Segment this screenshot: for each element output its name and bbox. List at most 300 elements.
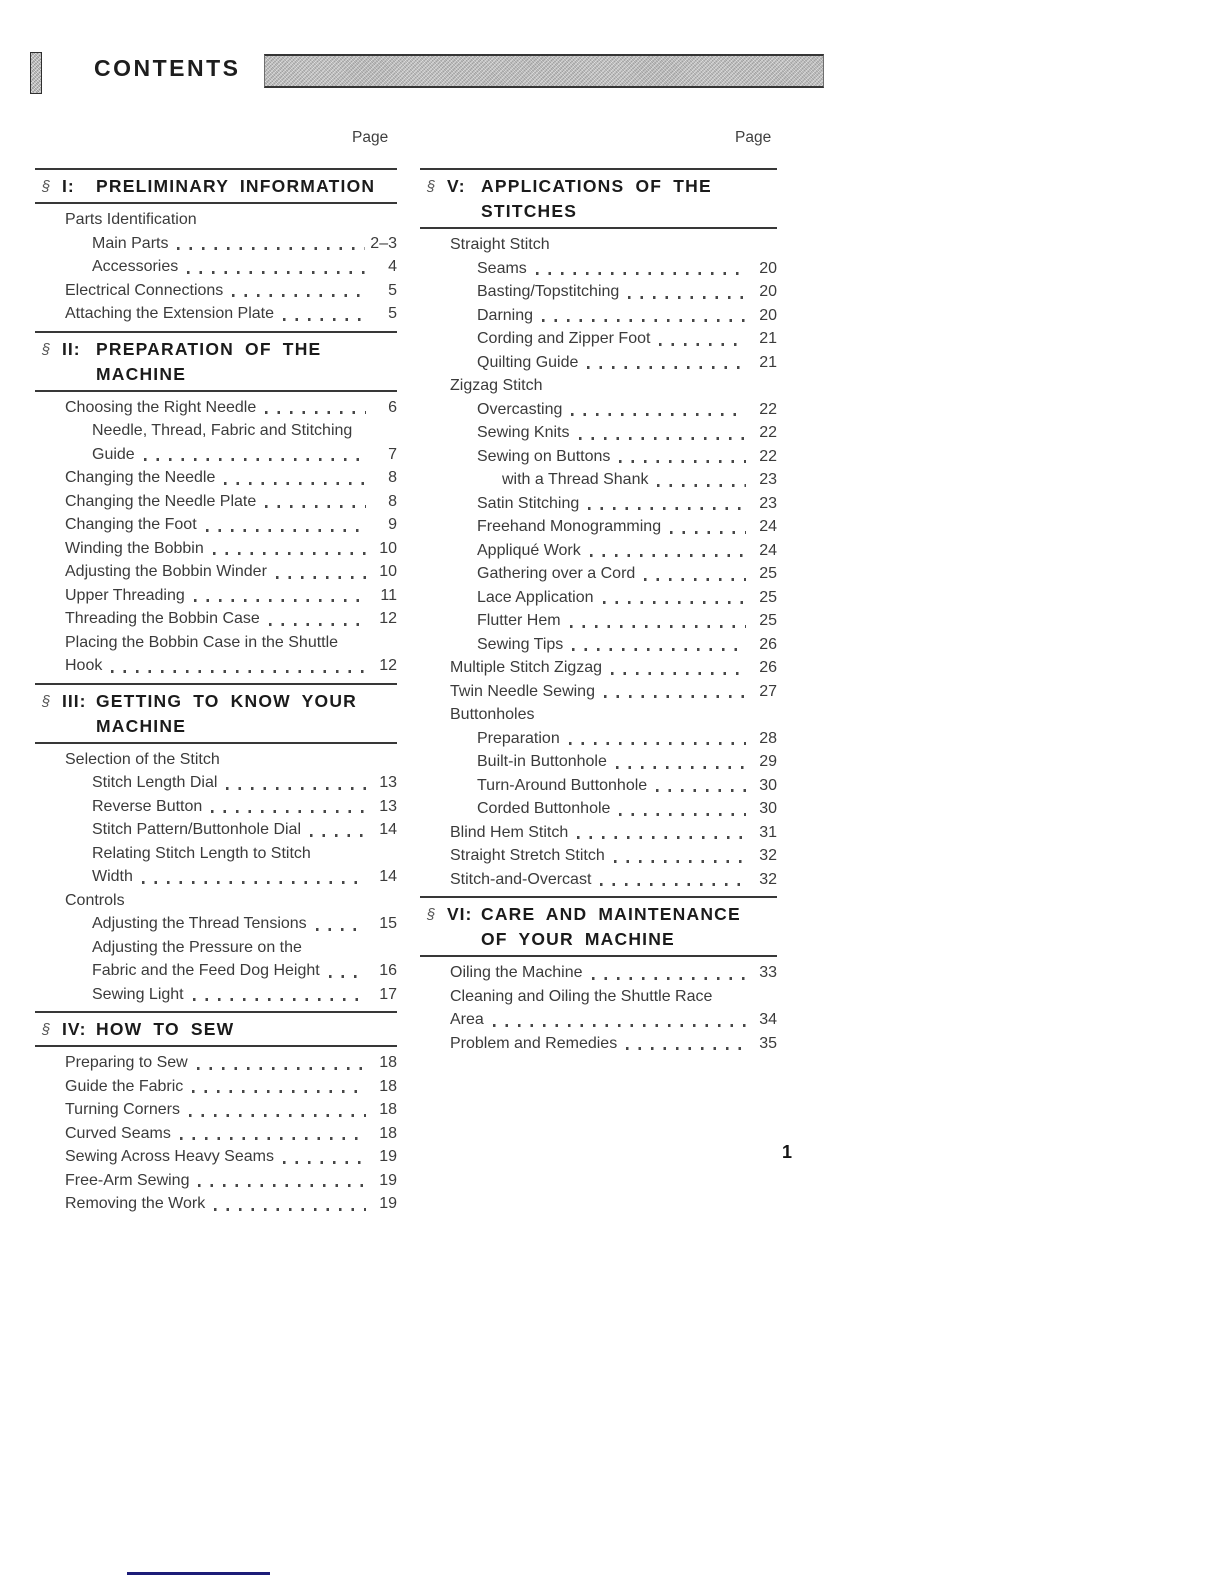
toc-section (35, 168, 397, 331)
toc-entry-page: 32 (759, 870, 777, 888)
toc-entry-page: 20 (759, 259, 777, 277)
header-decorative-bar (264, 54, 824, 88)
toc-entry-page: 34 (759, 1011, 777, 1028)
toc-entry-text: Twin Needle Sewing (450, 682, 595, 700)
section-number: II: (62, 338, 81, 359)
dot-leader (611, 672, 746, 675)
dot-leader (656, 789, 746, 792)
toc-entry-text: Darning (477, 306, 534, 324)
section-title-line: APPLICATIONS OF THE (481, 176, 712, 196)
dot-leader (180, 1137, 366, 1140)
toc-entry-text: Oiling the Machine (450, 964, 583, 981)
toc-entry-row (35, 1169, 397, 1193)
toc-entries (35, 1047, 397, 1221)
dot-leader (265, 411, 366, 414)
section-mark-icon: § (427, 178, 436, 195)
section-title-line: OF YOUR MACHINE (481, 929, 675, 949)
toc-entry-row (35, 396, 397, 420)
section-title-line: GETTING TO KNOW YOUR (96, 690, 357, 711)
toc-entry-text: Seams (477, 259, 527, 277)
section-title-line: MACHINE (96, 715, 187, 736)
toc-entry-row (420, 821, 777, 845)
toc-entry-text: Width (92, 868, 133, 885)
toc-entry-page: 12 (379, 657, 397, 674)
toc-entry-page: 13 (379, 797, 397, 815)
toc-entry-text: Sewing Knits (477, 424, 570, 441)
toc-entry-row (35, 466, 397, 490)
toc-entry-page: 15 (379, 915, 397, 932)
dot-leader (619, 460, 746, 463)
section-title (96, 174, 397, 199)
toc-entry-page: 26 (759, 659, 777, 676)
dot-leader (536, 272, 746, 275)
dot-leader (570, 625, 746, 628)
toc-entry-row (35, 537, 397, 561)
toc-entry-row (35, 607, 397, 631)
toc-entry-page: 6 (388, 398, 397, 416)
toc-entry-page: 17 (379, 985, 397, 1003)
dot-leader (206, 529, 366, 532)
toc-entry-row (420, 1008, 777, 1032)
toc-entry-page: 11 (380, 586, 397, 604)
toc-entry-text: Preparation (477, 729, 560, 747)
section-mark-icon: § (42, 340, 51, 358)
toc-entry-text: Turning Corners (65, 1101, 181, 1118)
toc-column-left (35, 168, 397, 1221)
toc-entry-page: 35 (759, 1034, 777, 1052)
toc-entry-text: Guide (92, 445, 135, 463)
dot-leader (142, 881, 366, 884)
toc-entries (35, 204, 397, 331)
left-margin-mark (30, 52, 42, 94)
toc-entries (35, 392, 397, 683)
toc-entry-page: 19 (379, 1195, 397, 1212)
toc-entry-text: Upper Threading (65, 586, 185, 604)
toc-entry-page: 20 (759, 283, 777, 300)
toc-entry-row (420, 421, 777, 445)
section-mark-icon: § (427, 906, 436, 923)
toc-entry-row (420, 233, 777, 257)
toc-entry-row (420, 257, 777, 281)
toc-entry-row (35, 983, 397, 1007)
toc-entry-text: Changing the Needle (65, 469, 216, 486)
toc-entry-page: 22 (759, 447, 777, 465)
dot-leader (616, 766, 746, 769)
section-title (481, 174, 777, 224)
dot-leader (226, 787, 366, 790)
section-title-line: STITCHES (481, 201, 578, 221)
toc-entry-page: 29 (759, 753, 777, 770)
toc-entry-row (35, 842, 397, 866)
toc-entry-text: Gathering over a Cord (477, 565, 636, 582)
toc-entry-text: Reverse Button (92, 797, 203, 815)
toc-entry-page: 9 (388, 516, 397, 533)
dot-leader (657, 484, 746, 487)
toc-entry-text: Relating Stitch Length to Stitch (92, 844, 311, 862)
section-title-line: PRELIMINARY INFORMATION (96, 176, 376, 196)
toc-entry-page: 25 (759, 588, 777, 606)
toc-entry-page: 18 (379, 1054, 397, 1071)
toc-entry-text: Stitch-and-Overcast (450, 870, 592, 888)
toc-entry-row (35, 1192, 397, 1216)
toc-entry-row (35, 912, 397, 936)
toc-entry-text: Attaching the Extension Plate (65, 305, 275, 322)
toc-entry-page: 18 (379, 1101, 397, 1118)
section-title (96, 1017, 397, 1042)
toc-entry-row (35, 771, 397, 795)
toc-section-header (35, 683, 397, 744)
toc-entry-row (420, 562, 777, 586)
dot-leader (587, 366, 746, 369)
section-title (96, 337, 397, 387)
toc-entry-page: 22 (759, 424, 777, 441)
toc-entry-row (35, 654, 397, 678)
dot-leader (193, 998, 366, 1001)
toc-entries (420, 229, 777, 896)
toc-entry-row (420, 398, 777, 422)
toc-entry-text: Changing the Needle Plate (65, 492, 257, 510)
section-number: IV: (62, 1019, 87, 1039)
dot-leader (659, 343, 746, 346)
toc-entry-row (420, 515, 777, 539)
toc-entry-row (35, 302, 397, 326)
dot-leader (224, 482, 366, 485)
toc-entry-text: Sewing on Buttons (477, 447, 611, 465)
toc-entry-text: Cleaning and Oiling the Shuttle Race (450, 987, 713, 1005)
toc-entry-row (35, 490, 397, 514)
toc-entry-row (420, 961, 777, 985)
page-number: 1 (782, 1142, 793, 1162)
dot-leader (211, 810, 366, 813)
dot-leader (276, 576, 366, 579)
toc-entry-row (420, 586, 777, 610)
section-title (96, 689, 397, 739)
dot-leader (603, 601, 746, 604)
dot-leader (198, 1184, 366, 1187)
dot-leader (316, 928, 366, 931)
toc-entry-text: Sewing Across Heavy Seams (65, 1148, 274, 1165)
toc-column-right (420, 168, 777, 1060)
toc-entry-row (35, 419, 397, 443)
toc-entry-page: 5 (388, 305, 397, 322)
section-mark-icon: § (42, 692, 51, 710)
toc-entry-text: Changing the Foot (65, 516, 197, 533)
dot-leader (628, 296, 746, 299)
dot-leader (572, 648, 746, 651)
toc-entry-page: 14 (379, 868, 397, 885)
toc-entry-text: Main Parts (92, 234, 169, 252)
toc-entry-page: 2–3 (370, 234, 397, 252)
section-title-line: HOW TO SEW (96, 1019, 235, 1039)
toc-entry-row (420, 492, 777, 516)
toc-entry-row (35, 1098, 397, 1122)
toc-entry-text: Flutter Hem (477, 612, 561, 629)
dot-leader (283, 1161, 366, 1164)
toc-entry-row (35, 513, 397, 537)
toc-entry-text: Stitch Length Dial (92, 774, 218, 791)
toc-entry-row (35, 584, 397, 608)
toc-entry-row (35, 936, 397, 960)
toc-entry-text: Hook (65, 657, 103, 674)
toc-entry-page: 16 (379, 962, 397, 979)
toc-entry-text: Turn-Around Buttonhole (477, 776, 648, 794)
toc-entry-text: Fabric and the Feed Dog Height (92, 962, 320, 979)
toc-entry-text: Cording and Zipper Foot (477, 330, 651, 347)
toc-entries (35, 744, 397, 1012)
toc-entry-text: Satin Stitching (477, 494, 580, 512)
toc-entry-page: 24 (759, 541, 777, 559)
toc-entry-text: Preparing to Sew (65, 1054, 188, 1071)
dot-leader (329, 975, 366, 978)
toc-entry-text: Built-in Buttonhole (477, 753, 607, 770)
dot-leader (571, 413, 746, 416)
toc-entry-text: Winding the Bobbin (65, 539, 204, 557)
toc-entry-row (35, 1122, 397, 1146)
toc-entry-page: 25 (759, 612, 777, 629)
toc-entry-page: 25 (759, 565, 777, 582)
section-number: V: (447, 176, 466, 196)
section-number: III: (62, 690, 87, 711)
toc-entry-row (420, 304, 777, 328)
dot-leader (111, 670, 366, 673)
toc-section (420, 896, 777, 1060)
toc-section (35, 331, 397, 683)
toc-entry-text: Multiple Stitch Zigzag (450, 659, 603, 676)
toc-entry-row (420, 1032, 777, 1056)
toc-entry-row (35, 795, 397, 819)
toc-entry-text: Adjusting the Pressure on the (92, 938, 302, 956)
section-number: I: (62, 176, 75, 196)
toc-entry-row (420, 727, 777, 751)
toc-entry-text: Blind Hem Stitch (450, 823, 569, 841)
dot-leader (614, 860, 746, 863)
page-label-left: Page (352, 129, 389, 146)
toc-entry-text: Accessories (92, 258, 179, 275)
toc-entry-text: Needle, Thread, Fabric and Stitching (92, 422, 353, 439)
toc-entry-row (35, 865, 397, 889)
toc-entry-row (420, 985, 777, 1009)
dot-leader (588, 507, 746, 510)
page-label-right: Page (735, 129, 772, 146)
dot-leader (626, 1047, 746, 1050)
dot-leader (144, 458, 366, 461)
dot-leader (189, 1114, 366, 1117)
toc-entry-row (35, 1051, 397, 1075)
toc-section-header (420, 896, 777, 957)
toc-entry-row (420, 844, 777, 868)
toc-entry-page: 19 (379, 1148, 397, 1165)
toc-entry-text: Quilting Guide (477, 353, 579, 371)
toc-entry-page: 23 (759, 471, 777, 488)
toc-entry-page: 12 (379, 610, 397, 627)
toc-entry-row (420, 351, 777, 375)
toc-entry-text: Curved Seams (65, 1124, 171, 1142)
toc-entry-row (420, 327, 777, 351)
dot-leader (577, 836, 746, 839)
dot-leader (187, 271, 366, 274)
toc-entry-page: 10 (379, 539, 397, 557)
toc-entry-text: Straight Stretch Stitch (450, 847, 605, 864)
toc-entry-page: 5 (388, 281, 397, 299)
toc-entry-text: Stitch Pattern/Buttonhole Dial (92, 821, 302, 838)
toc-entries (420, 957, 777, 1060)
dot-leader (644, 578, 746, 581)
section-mark-icon: § (42, 178, 51, 195)
toc-entry-text: Choosing the Right Needle (65, 398, 257, 416)
dot-leader (600, 883, 746, 886)
toc-entry-page: 30 (759, 776, 777, 794)
toc-entry-text: Parts Identification (65, 211, 197, 228)
section-mark-icon: § (42, 1021, 51, 1038)
dot-leader (670, 531, 746, 534)
toc-entry-row (35, 889, 397, 913)
toc-entry-page: 21 (759, 353, 777, 371)
dot-leader (192, 1090, 366, 1093)
toc-entry-row (420, 703, 777, 727)
toc-entry-text: Corded Buttonhole (477, 800, 611, 817)
toc-entry-text: Selection of the Stitch (65, 750, 220, 768)
toc-entry-text: Freehand Monogramming (477, 518, 662, 535)
toc-entry-page: 31 (759, 823, 777, 841)
toc-entry-text: Overcasting (477, 400, 563, 418)
toc-entry-row (420, 868, 777, 892)
section-title-line: PREPARATION OF THE (96, 338, 322, 359)
toc-section (420, 168, 777, 896)
toc-entry-text: Threading the Bobbin Case (65, 610, 260, 627)
toc-entry-text: Controls (65, 891, 125, 909)
toc-entry-row (35, 959, 397, 983)
toc-entry-text: Placing the Bobbin Case in the Shuttle (65, 633, 339, 651)
dot-leader (194, 599, 366, 602)
section-number: VI: (447, 904, 473, 924)
toc-entry-text: Area (450, 1011, 484, 1028)
toc-entry-text: Straight Stitch (450, 236, 550, 253)
dot-leader (619, 813, 746, 816)
dot-leader (197, 1067, 366, 1070)
dot-leader (590, 554, 746, 557)
toc-entry-row (35, 255, 397, 279)
toc-entry-text: Basting/Topstitching (477, 283, 620, 300)
toc-entry-row (420, 609, 777, 633)
toc-entry-text: with a Thread Shank (502, 471, 649, 488)
dot-leader (213, 552, 366, 555)
toc-entry-row (35, 279, 397, 303)
toc-entry-row (420, 774, 777, 798)
toc-entry-row (35, 1145, 397, 1169)
toc-entry-text: Buttonholes (450, 706, 535, 723)
toc-entry-page: 32 (759, 847, 777, 864)
toc-entry-row (35, 443, 397, 467)
dot-leader (265, 505, 366, 508)
toc-entry-text: Zigzag Stitch (450, 377, 543, 394)
toc-entry-text: Adjusting the Thread Tensions (92, 915, 307, 932)
toc-entry-text: Removing the Work (65, 1195, 206, 1212)
toc-entry-row (420, 656, 777, 680)
dot-leader (232, 294, 366, 297)
dot-leader (569, 742, 746, 745)
toc-entry-page: 33 (759, 964, 777, 981)
section-title-line: CARE AND MAINTENANCE (481, 904, 741, 924)
toc-entry-row (420, 445, 777, 469)
dot-leader (604, 695, 746, 698)
toc-entry-row (420, 680, 777, 704)
section-title (481, 902, 777, 952)
toc-entry-page: 13 (379, 774, 397, 791)
toc-entry-text: Adjusting the Bobbin Winder (65, 563, 267, 580)
dot-leader (177, 247, 365, 250)
toc-entry-text: Appliqué Work (477, 541, 581, 559)
toc-entry-row (420, 280, 777, 304)
toc-entry-row (35, 208, 397, 232)
toc-section (35, 1011, 397, 1221)
toc-entry-row (420, 797, 777, 821)
toc-entry-page: 24 (759, 518, 777, 535)
dot-leader (592, 977, 746, 980)
toc-entry-page: 28 (759, 729, 777, 747)
toc-entry-row (35, 631, 397, 655)
dot-leader (283, 318, 366, 321)
toc-entry-page: 23 (759, 494, 777, 512)
dot-leader (579, 437, 747, 440)
toc-entry-page: 8 (388, 469, 397, 486)
toc-entry-text: Lace Application (477, 588, 594, 606)
dot-leader (542, 319, 746, 322)
toc-entry-row (420, 374, 777, 398)
toc-section (35, 683, 397, 1012)
dot-leader (214, 1208, 366, 1211)
dot-leader (493, 1024, 746, 1027)
toc-entry-page: 19 (379, 1171, 397, 1189)
toc-entry-page: 20 (759, 306, 777, 324)
toc-entry-page: 18 (379, 1124, 397, 1142)
section-title-line: MACHINE (96, 363, 187, 384)
toc-entry-row (420, 468, 777, 492)
toc-entry-text: Electrical Connections (65, 281, 224, 299)
toc-entry-page: 18 (379, 1077, 397, 1095)
toc-entry-page: 22 (759, 400, 777, 418)
toc-entry-row (420, 750, 777, 774)
page-title: CONTENTS (94, 55, 241, 81)
toc-entry-row (35, 232, 397, 256)
toc-entry-page: 4 (388, 258, 397, 275)
toc-entry-page: 7 (388, 445, 397, 463)
toc-entry-text: Sewing Light (92, 985, 184, 1003)
toc-entry-row (420, 539, 777, 563)
toc-entry-row (35, 818, 397, 842)
toc-entry-page: 8 (388, 492, 397, 510)
toc-entry-page: 21 (759, 330, 777, 347)
toc-entry-page: 30 (759, 800, 777, 817)
toc-entry-row (35, 1075, 397, 1099)
toc-entry-text: Free-Arm Sewing (65, 1171, 190, 1189)
toc-entry-page: 14 (379, 821, 397, 838)
toc-section-header (35, 1011, 397, 1047)
footer-underline (127, 1572, 270, 1575)
dot-leader (310, 834, 366, 837)
toc-section-header (420, 168, 777, 229)
toc-entry-row (35, 560, 397, 584)
toc-entry-row (420, 633, 777, 657)
toc-entry-page: 26 (759, 635, 777, 653)
toc-section-header (35, 331, 397, 392)
toc-entry-page: 10 (379, 563, 397, 580)
toc-entry-text: Sewing Tips (477, 635, 564, 653)
toc-entry-row (35, 748, 397, 772)
toc-entry-page: 27 (759, 682, 777, 700)
toc-entry-text: Guide the Fabric (65, 1077, 184, 1095)
toc-entry-text: Problem and Remedies (450, 1034, 618, 1052)
dot-leader (269, 623, 366, 626)
